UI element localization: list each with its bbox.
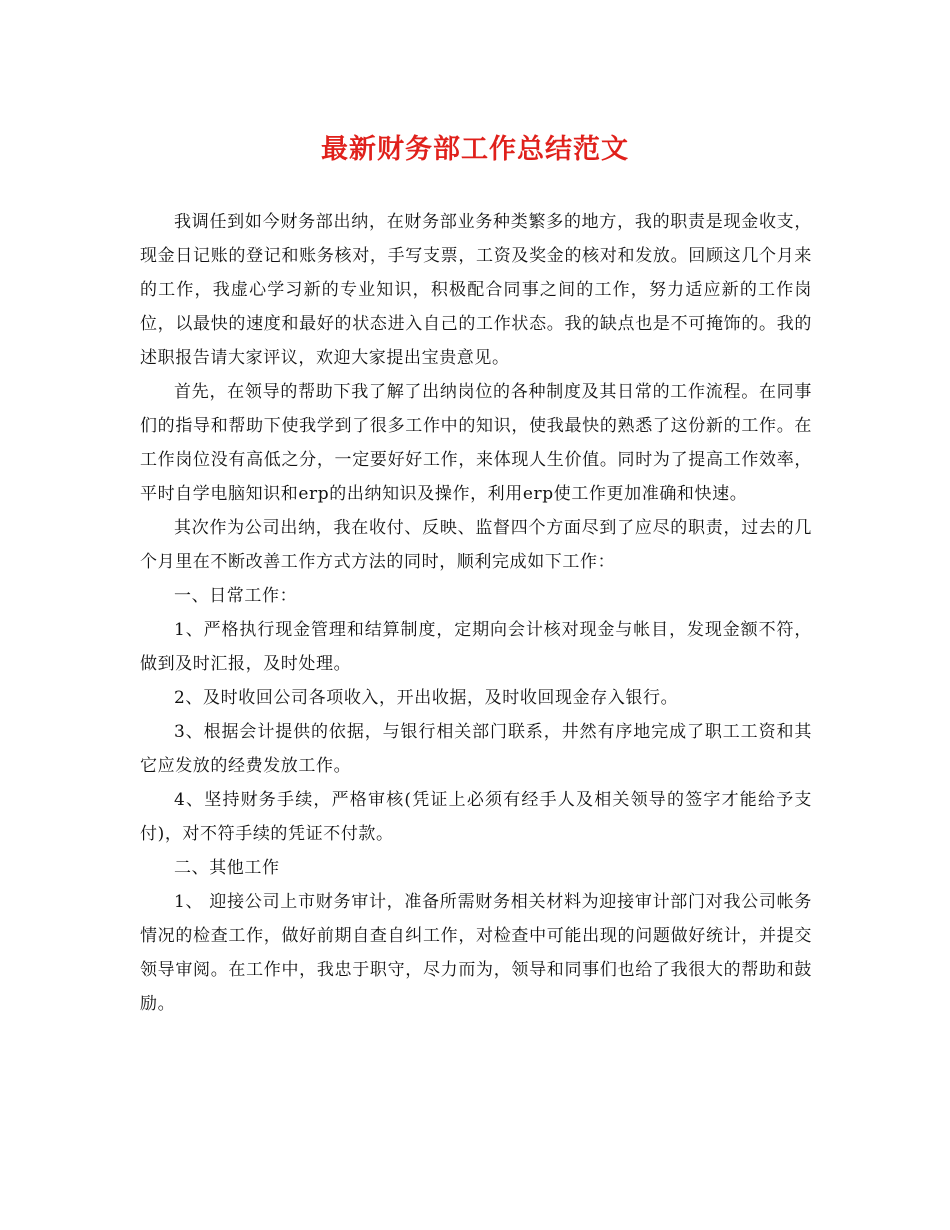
list-item-other-1: 1、 迎接公司上市财务审计，准备所需财务相关材料为迎接审计部门对我公司帐务情况的检查工作，做好前期自查自纠工作，对检查中可能出现的问题做好统计，并提交领导审阅。在工作中，我忠于职守，尽力而为，领导和同事们也给了我很大的帮助和鼓励。 (140, 892, 812, 1014)
section-heading-other-work: 二、其他工作 (174, 858, 280, 878)
list-item-4: 4、坚持财务手续，严格审核(凭证上必须有经手人及相关领导的签字才能给予支付)，对不符手续的凭证不付款。 (140, 790, 812, 844)
paragraph-intro: 我调任到如今财务部出纳，在财务部业务种类繁多的地方，我的职责是现金收支，现金日记账的登记和账务核对，手写支票，工资及奖金的核对和发放。回顾这几个月来的工作，我虚心学习新的专业知识，积极配合同事之间的工作，努力适应新的工作岗位，以最快的速度和最好的状态进入自己的工作状态。我的缺点也是不可掩饰的。我的述职报告请大家评议，欢迎大家提出宝贵意见。 (140, 212, 812, 368)
section-heading-daily-work: 一、日常工作： (174, 586, 298, 606)
document-body (140, 205, 812, 1021)
list-item-1: 1、严格执行现金管理和结算制度，定期向会计核对现金与帐目，发现金额不符，做到及时汇报，及时处理。 (140, 620, 812, 674)
document-title: 最新财务部工作总结范文 (321, 134, 629, 165)
list-item-2: 2、及时收回公司各项收入，开出收据，及时收回现金存入银行。 (174, 688, 679, 708)
paragraph-first: 首先，在领导的帮助下我了解了出纳岗位的各种制度及其日常的工作流程。在同事们的指导和帮助下使我学到了很多工作中的知识，使我最快的熟悉了这份新的工作。在工作岗位没有高低之分，一定要好好工作，来体现人生价值。同时为了提高工作效率，平时自学电脑知识和erp的出纳知识及操作，利用erp使工作更加准确和快速。 (140, 382, 812, 504)
list-item-3: 3、根据会计提供的依据，与银行相关部门联系，井然有序地完成了职工工资和其它应发放的经费发放工作。 (140, 722, 812, 776)
paragraph-second: 其次作为公司出纳，我在收付、反映、监督四个方面尽到了应尽的职责，过去的几个月里在不断改善工作方式方法的同时，顺利完成如下工作： (140, 518, 812, 572)
